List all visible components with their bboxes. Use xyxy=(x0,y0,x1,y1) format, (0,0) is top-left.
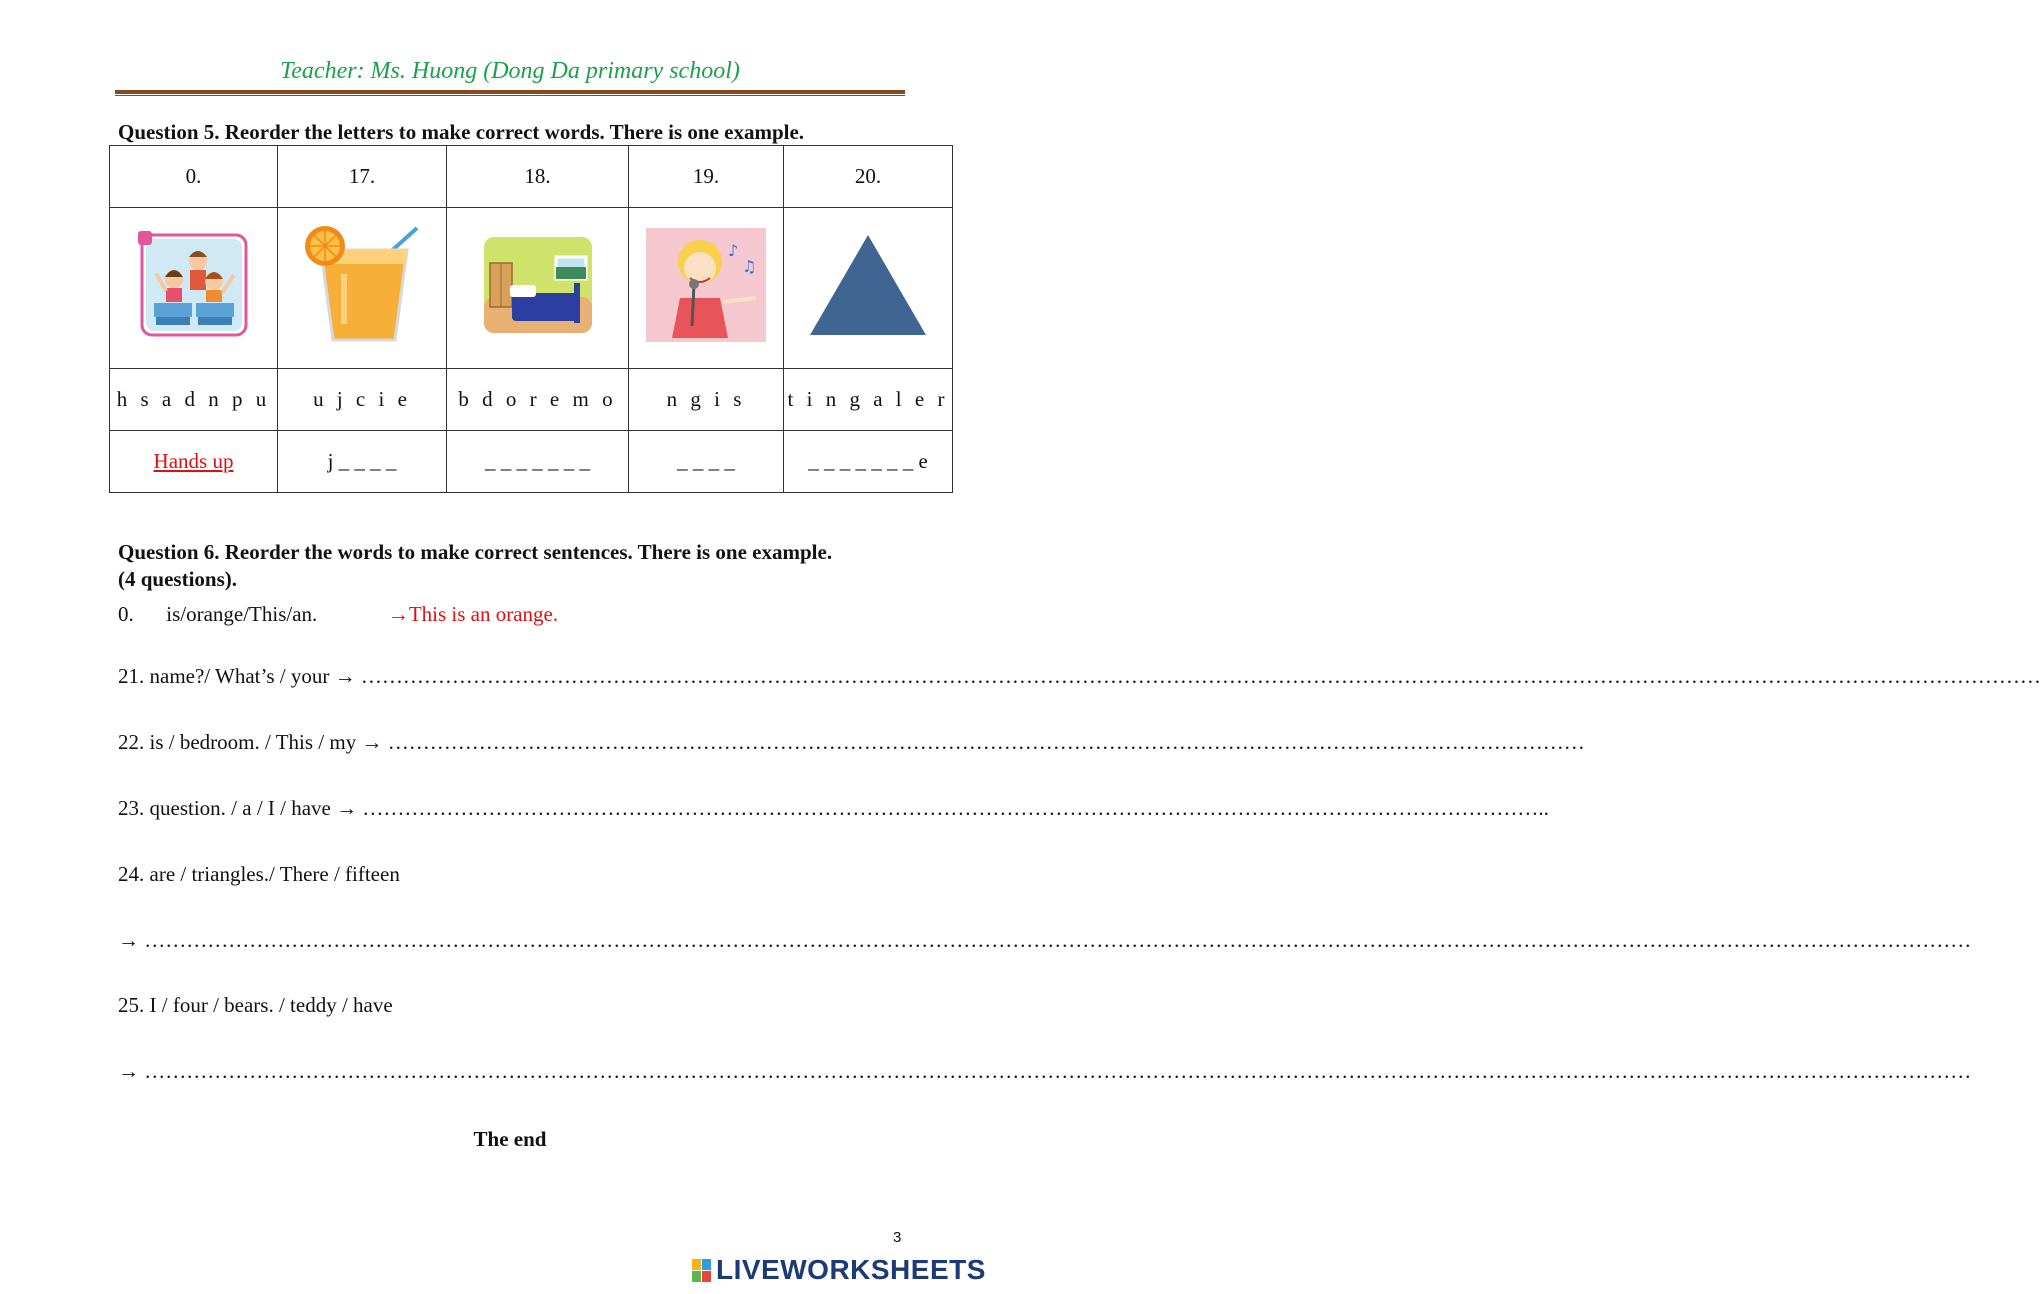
picture-cell xyxy=(447,208,629,369)
number-cell: 17. xyxy=(278,146,447,208)
example-answer xyxy=(110,431,278,493)
arrow-icon: → xyxy=(387,602,409,626)
question-6-subtitle: (4 questions). xyxy=(118,567,238,591)
answer-blank-18[interactable]: _ _ _ _ _ _ _ xyxy=(447,431,629,493)
the-end: The end xyxy=(473,1127,547,1151)
triangle-picture xyxy=(808,233,928,337)
sentence-25-words: 25. I / four / bears. / teddy / have xyxy=(118,993,393,1017)
page-number: 3 xyxy=(893,1229,902,1246)
example-answer-sentence: This is an orange. xyxy=(408,602,559,626)
example-row xyxy=(118,602,558,627)
question-5-title: Question 5. Reorder the letters to make correct words. There is one example. xyxy=(118,120,805,144)
number-cell: 18. xyxy=(447,146,629,208)
question-5-table xyxy=(109,145,953,493)
question-6-title: Question 6. Reorder the words to make correct sentences. There is one example. xyxy=(118,540,833,564)
scrambled-letters: b d o r e m o xyxy=(447,369,629,431)
picture-cell xyxy=(278,208,447,369)
logo-icon xyxy=(692,1259,711,1282)
header-rule-thin xyxy=(115,95,905,96)
sentence-24-words: 24. are / triangles./ There / fifteen xyxy=(118,862,400,886)
picture-cell xyxy=(629,208,784,369)
scrambled-letters: t i n g a l e r xyxy=(784,369,953,431)
sentence-21[interactable]: 21. name?/ What’s / your → …………………………………………………………………………………………………………………………………………………………………………………………………………………… xyxy=(118,664,2041,688)
example-words: is/orange/This/an. xyxy=(166,602,318,626)
hands-up-picture xyxy=(138,231,250,339)
header-rule xyxy=(115,90,905,94)
sentence-22[interactable]: 22. is / bedroom. / This / my → ……………………………………………………………………………………………………………………………………………………… xyxy=(118,730,1585,754)
number-cell: 0. xyxy=(110,146,278,208)
svg-text:♪: ♪ xyxy=(728,241,739,260)
svg-text:♫: ♫ xyxy=(742,257,757,276)
answer-blank-20[interactable]: _ _ _ _ _ _ _ e xyxy=(784,431,953,493)
sentence-23[interactable]: 23. question. / a / I / have → …………………………………………………………………………………………………………………………………………………….. xyxy=(118,796,1549,820)
sentence-25-answer[interactable]: → ……………………………………………………………………………………………………………………………………………………………………………………………………………………………………… xyxy=(118,1059,1972,1083)
example-answer-text: Hands up xyxy=(153,449,234,473)
scrambled-letters: h s a d n p u xyxy=(110,369,278,431)
bedroom-picture xyxy=(484,237,592,333)
number-cell: 20. xyxy=(784,146,953,208)
picture-cell xyxy=(110,208,278,369)
liveworksheets-logo xyxy=(692,1254,986,1286)
picture-cell xyxy=(784,208,953,369)
logo-text: LIVEWORKSHEETS xyxy=(716,1254,986,1285)
sing-picture xyxy=(646,228,766,342)
teacher-header: Teacher: Ms. Huong (Dong Da primary school) xyxy=(280,58,740,84)
sentence-24-answer[interactable]: → ……………………………………………………………………………………………………………………………………………………………………………………………………………………………………… xyxy=(118,928,1972,952)
scrambled-letters: n g i s xyxy=(629,369,784,431)
example-number: 0. xyxy=(118,602,134,626)
scrambled-letters: u j c i e xyxy=(278,369,447,431)
juice-picture xyxy=(297,224,427,346)
number-cell: 19. xyxy=(629,146,784,208)
answer-blank-19[interactable]: _ _ _ _ xyxy=(629,431,784,493)
answer-blank-17[interactable]: j _ _ _ _ xyxy=(278,431,447,493)
